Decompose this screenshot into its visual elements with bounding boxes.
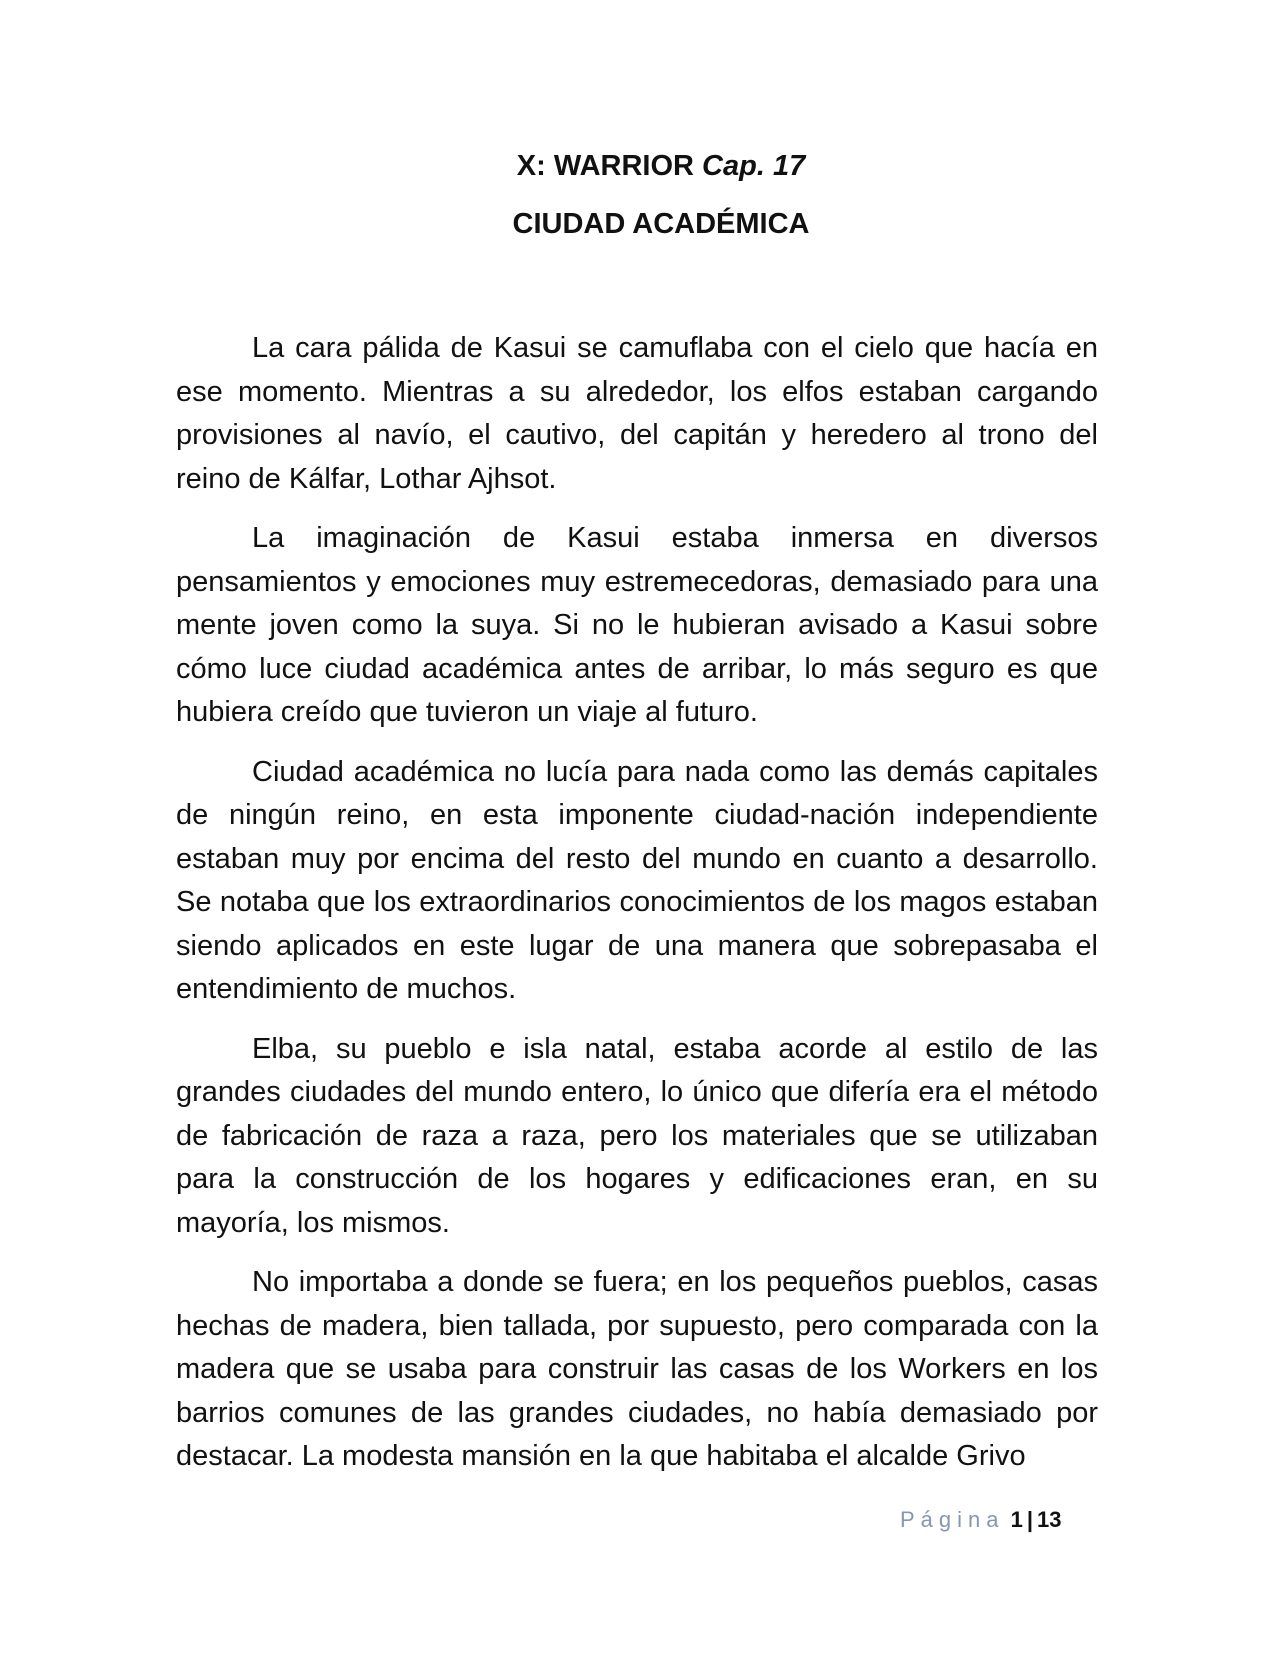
paragraph-5: No importaba a donde se fuera; en los pequeños pueblos, casas hechas de madera, bien tallada, por supuesto, pero comparada con la madera que se usaba para construir las casas de los Workers en los barrios comunes de las grandes ciudades, no había demasiado por destacar. La modesta mansión en la que habitaba el alcalde Grivo <box>176 1266 1098 1472</box>
paragraph-3: Ciudad académica no lucía para nada como las demás capitales de ningún reino, en esta imponente ciudad-nación independiente estaban muy por encima del resto del mundo en cuanto a desarrollo. Se notaba que los extraordinarios conocimientos de los magos estaban siendo aplicados en este lugar de una manera que sobrepasaba el entendimiento de muchos. <box>176 755 1098 1005</box>
page-total: 13 <box>1037 1507 1062 1532</box>
chapter-heading <box>0 148 1280 242</box>
chapter-subtitle: CIUDAD ACADÉMICA <box>512 208 810 240</box>
page-label: Página <box>900 1507 1005 1532</box>
paragraph-4: Elba, su pueblo e isla natal, estaba acorde al estilo de las grandes ciudades del mundo entero, lo único que difería era el método de fabricación de raza a raza, pero los materiales que se utilizaban para la construcción de los hogares y edificaciones eran, en su mayoría, los mismos. <box>176 1032 1098 1239</box>
body-text <box>176 327 1098 1479</box>
chapter-number: Cap. 17 <box>702 150 806 182</box>
paragraph-1: La cara pálida de Kasui se camuflaba con el cielo que hacía en ese momento. Mientras a su alrededor, los elfos estaban cargando provisiones al navío, el cautivo, del capitán y heredero al trono del reino de Kálfar, Lothar Ajhsot. <box>176 332 1098 495</box>
page-separator: | <box>1026 1507 1034 1532</box>
chapter-title <box>0 148 1280 184</box>
page-number: 1 <box>1010 1507 1023 1532</box>
page-footer <box>900 1506 1062 1534</box>
paragraph-2: La imaginación de Kasui estaba inmersa en diversos pensamientos y emociones muy estremecedoras, demasiado para una mente joven como la suya. Si no le hubieran avisado a Kasui sobre cómo luce ciudad académica antes de arribar, lo más seguro es que hubiera creído que tuvieron un viaje al futuro. <box>176 522 1098 728</box>
book-title: X: WARRIOR <box>516 150 694 182</box>
